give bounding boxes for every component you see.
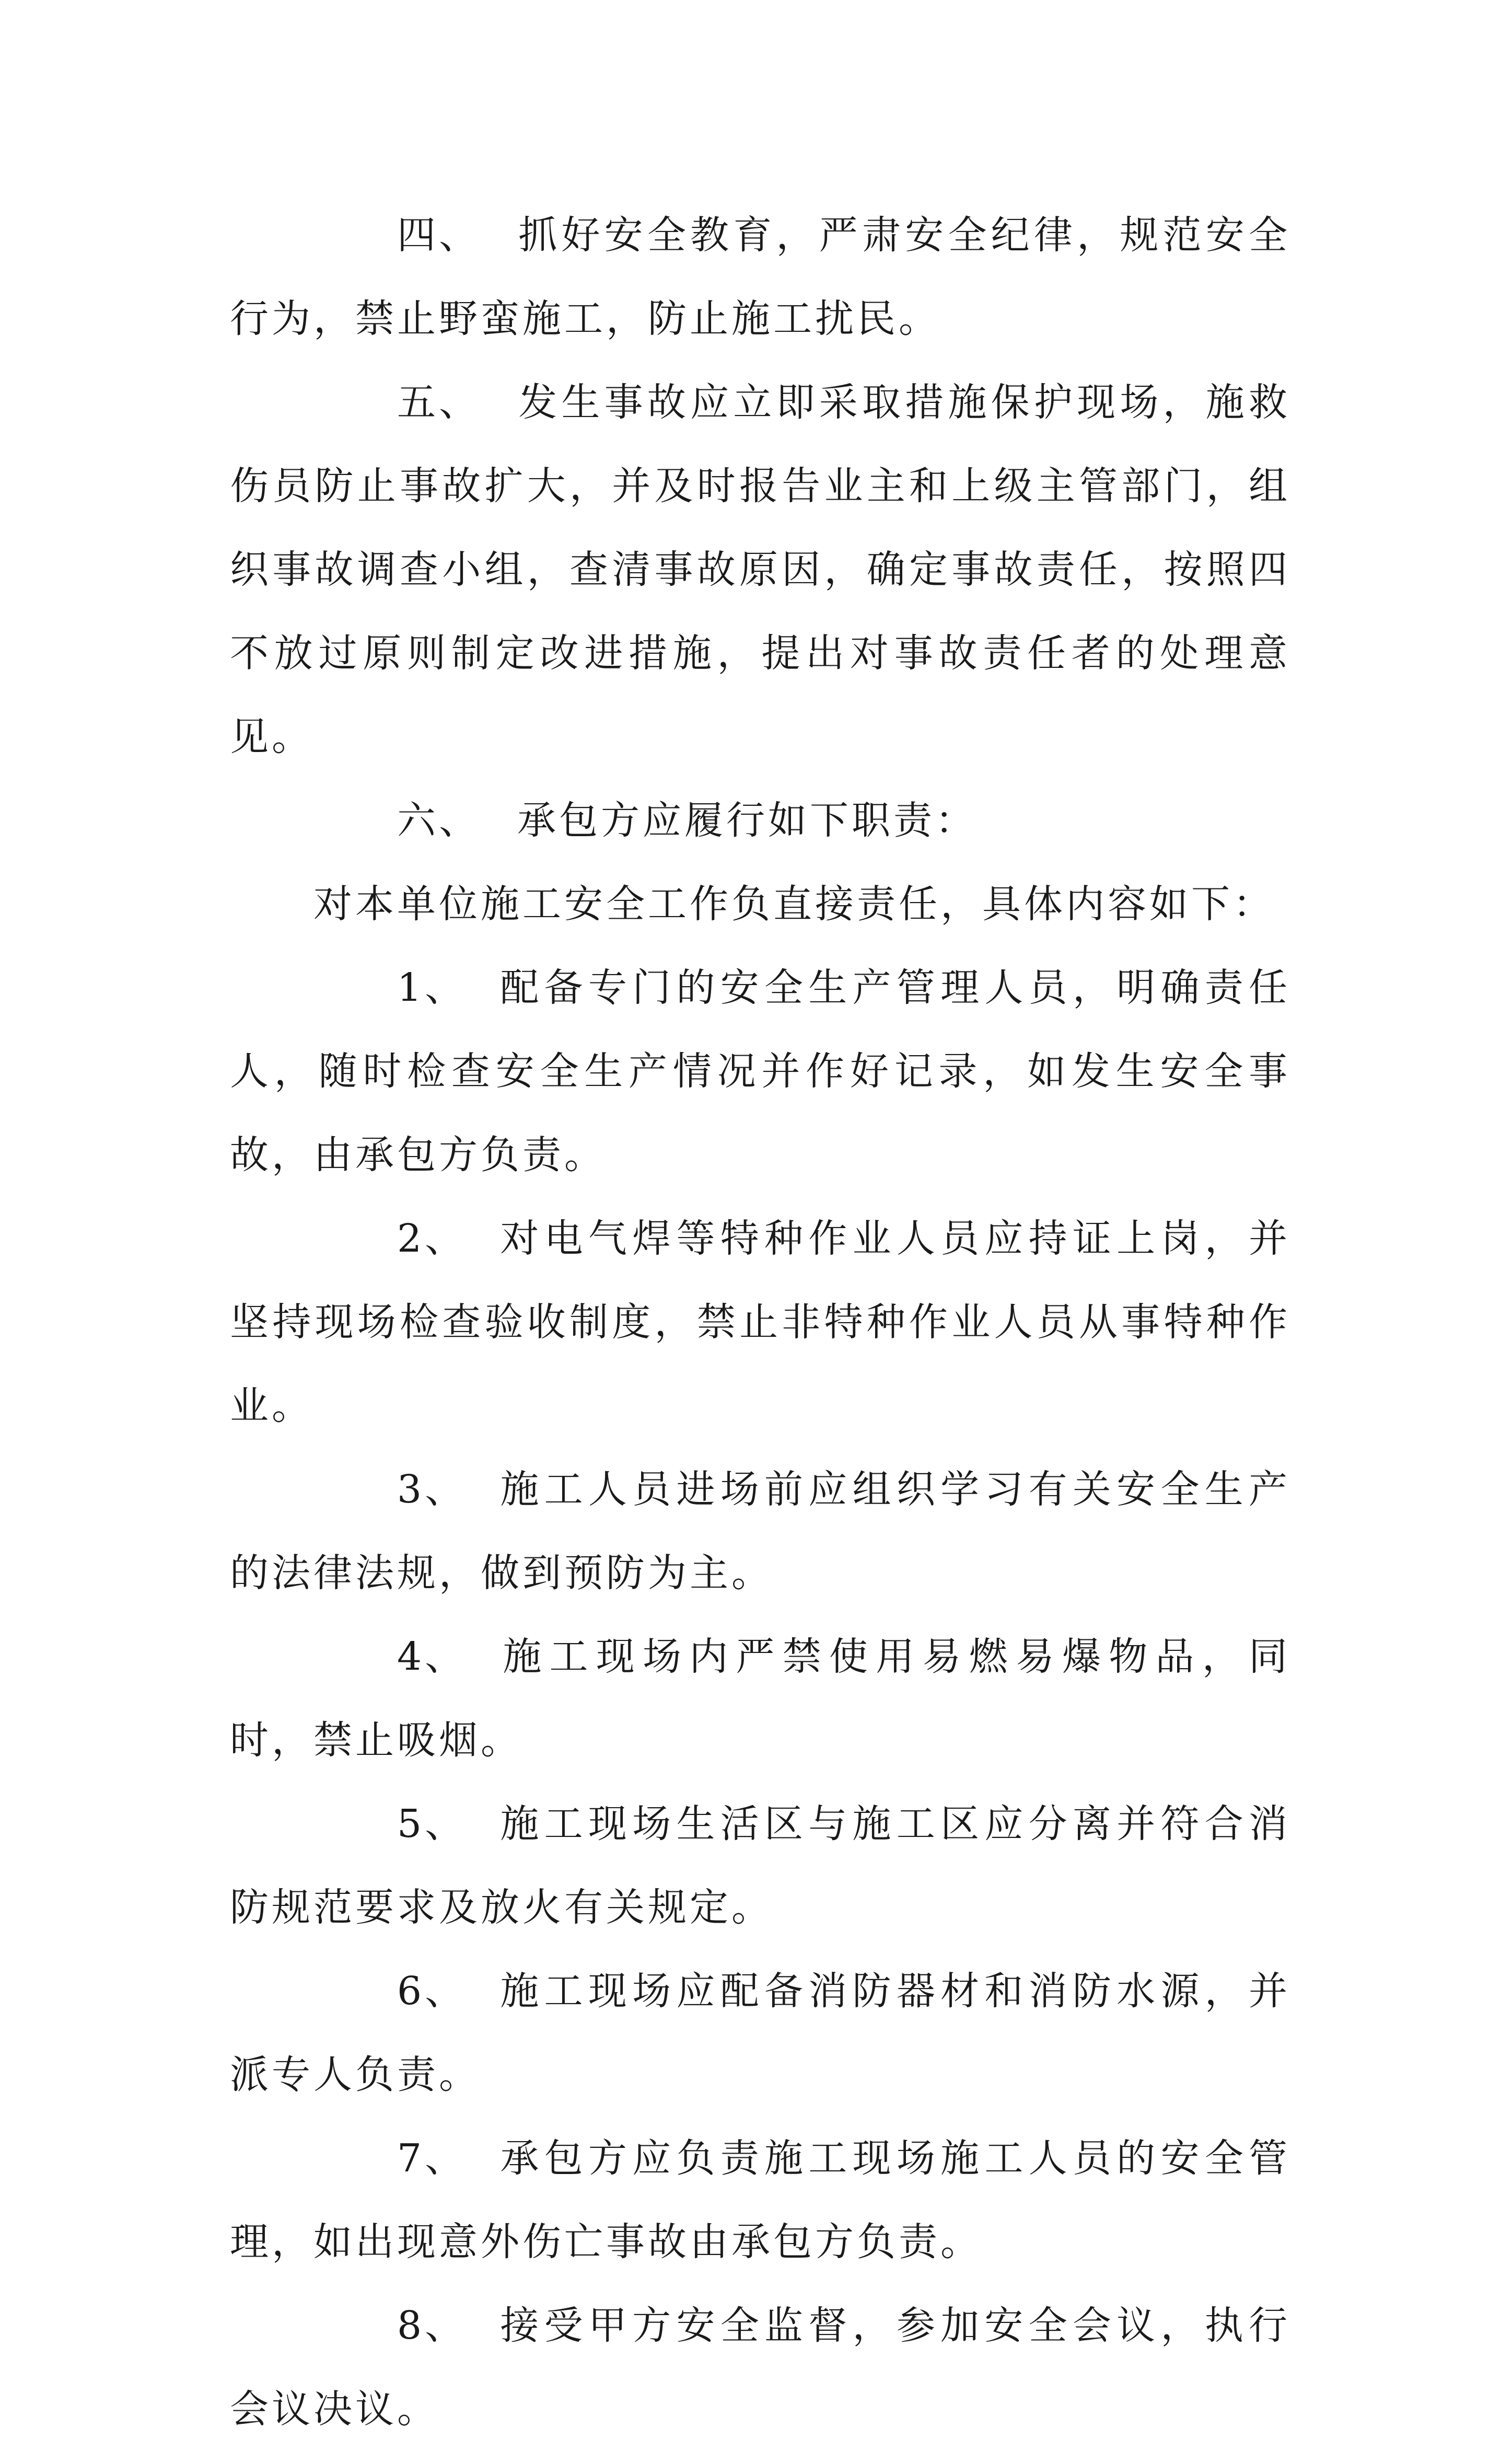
document-body <box>230 193 1290 2451</box>
list-number: 6、 <box>397 1969 467 2014</box>
list-item-4 <box>230 1615 1290 1782</box>
paragraph-text: 承包方应履行如下职责： <box>517 798 977 843</box>
list-item-7 <box>230 2117 1290 2284</box>
list-number: 3、 <box>397 1467 467 1512</box>
list-number: 4、 <box>397 1634 467 1679</box>
list-text: 接受甲方安全监督，参加安全会议，执行会议决议。 <box>230 2303 1290 2432</box>
list-item-1 <box>230 946 1290 1197</box>
paragraph-4 <box>230 193 1290 361</box>
list-item-2 <box>230 1197 1290 1448</box>
list-item-8 <box>230 2284 1290 2451</box>
section-number: 五、 <box>397 380 481 425</box>
list-item-6 <box>230 1949 1290 2117</box>
list-text: 对电气焊等特种作业人员应持证上岗，并坚持现场检查验收制度，禁止非特种作业人员从事特种作业。 <box>230 1216 1290 1428</box>
list-text: 承包方应负责施工现场施工人员的安全管理，如出现意外伤亡事故由承包方负责。 <box>230 2136 1290 2264</box>
paragraph-text: 对本单位施工安全工作负直接责任，具体内容如下： <box>313 882 1275 927</box>
section-number: 六、 <box>397 798 481 843</box>
list-text: 施工现场内严禁使用易燃易爆物品，同时，禁止吸烟。 <box>230 1634 1290 1763</box>
list-item-5 <box>230 1782 1290 1949</box>
list-number: 5、 <box>397 1801 467 1846</box>
paragraph-text: 抓好安全教育，严肃安全纪律，规范安全行为，禁止野蛮施工，防止施工扰民。 <box>230 213 1290 341</box>
list-text: 配备专门的安全生产管理人员，明确责任人，随时检查安全生产情况并作好记录，如发生安全事故，由承包方负责。 <box>230 965 1290 1177</box>
list-text: 施工现场应配备消防器材和消防水源，并派专人负责。 <box>230 1969 1290 2097</box>
list-number: 2、 <box>397 1216 467 1261</box>
list-number: 8、 <box>397 2303 467 2348</box>
paragraph-6 <box>230 779 1290 862</box>
paragraph-5 <box>230 361 1290 779</box>
list-text: 施工人员进场前应组织学习有关安全生产的法律法规，做到预防为主。 <box>230 1467 1290 1596</box>
section-number: 四、 <box>397 213 481 258</box>
list-number: 7、 <box>397 2136 467 2181</box>
paragraph-text: 发生事故应立即采取措施保护现场，施救伤员防止事故扩大，并及时报告业主和上级主管部门，组织事故调查小组，查清事故原因，确定事故责任，按照四不放过原则制定改进措施，提出对事故责任者的处理意见。 <box>230 380 1290 759</box>
list-item-3 <box>230 1448 1290 1615</box>
list-number: 1、 <box>397 965 467 1010</box>
paragraph-intro <box>230 862 1290 946</box>
list-text: 施工现场生活区与施工区应分离并符合消防规范要求及放火有关规定。 <box>230 1801 1290 1930</box>
